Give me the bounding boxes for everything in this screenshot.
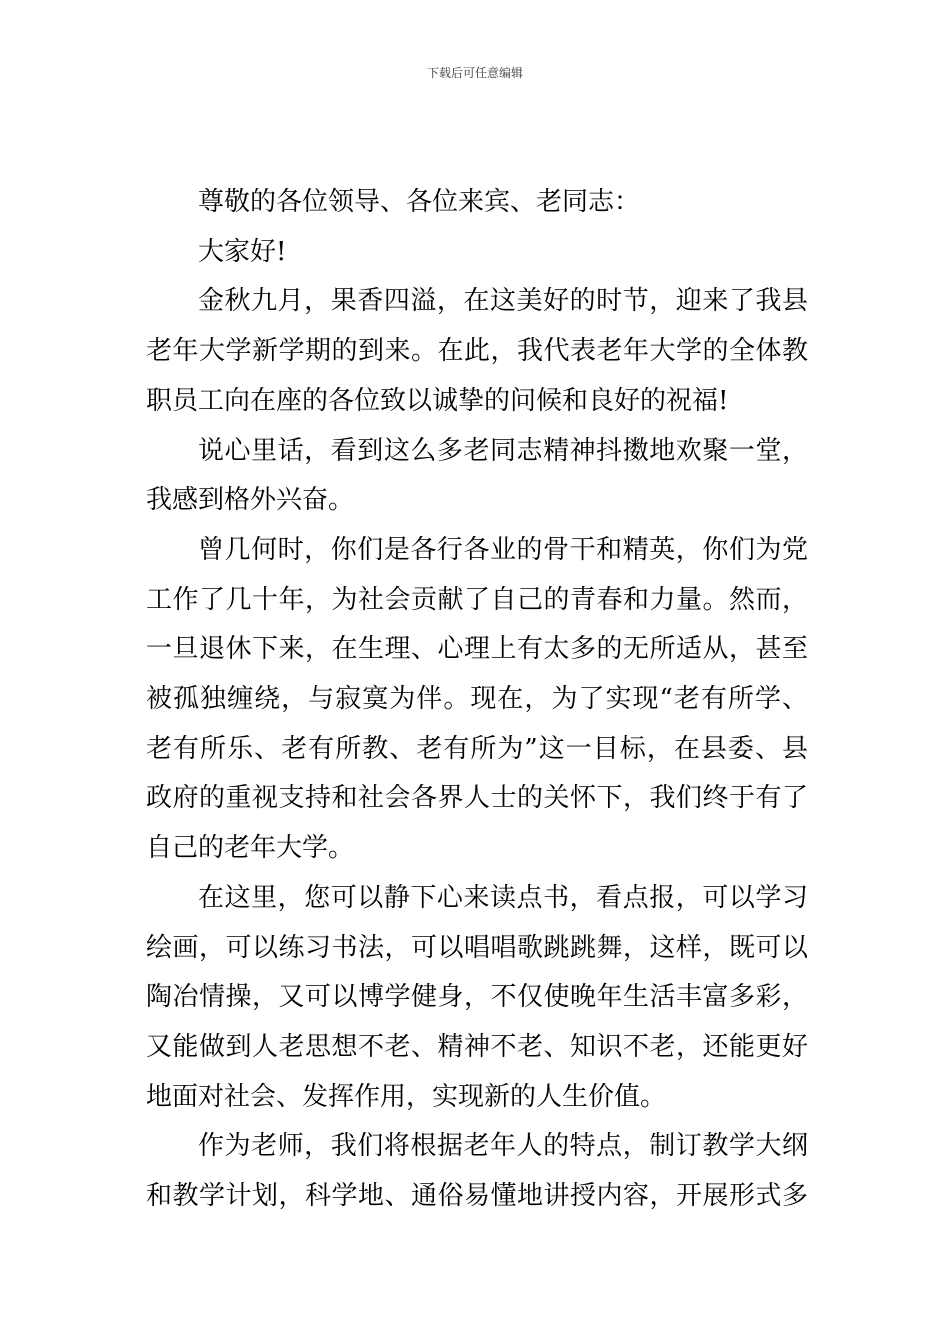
header-note: 下载后可任意编辑 bbox=[426, 66, 523, 80]
document-line: 陶冶情操，又可以博学健身，不仅使晚年生活丰富多彩， bbox=[146, 982, 808, 1013]
document-line: 一旦退休下来，在生理、心理上有太多的无所适从，甚至 bbox=[146, 634, 808, 665]
document-body bbox=[146, 178, 808, 1222]
document-line: 说心里话，看到这么多老同志精神抖擞地欢聚一堂， bbox=[198, 435, 808, 466]
document-line: 政府的重视支持和社会各界人士的关怀下，我们终于有了 bbox=[146, 783, 808, 814]
document-line: 金秋九月，果香四溢，在这美好的时节，迎来了我县 bbox=[198, 286, 808, 317]
document-line: 我感到格外兴奋。 bbox=[146, 485, 355, 516]
document-line: 老有所乐、老有所教、老有所为”这一目标，在县委、县 bbox=[146, 733, 808, 764]
document-line: 又能做到人老思想不老、精神不老、知识不老，还能更好 bbox=[146, 1031, 808, 1062]
document-line: 职员工向在座的各位致以诚挚的问候和良好的祝福! bbox=[146, 385, 729, 416]
document-line: 绘画，可以练习书法，可以唱唱歌跳跳舞，这样，既可以 bbox=[146, 932, 808, 963]
document-line: 作为老师，我们将根据老年人的特点，制订教学大纲 bbox=[198, 1131, 808, 1162]
document-line: 老年大学新学期的到来。在此，我代表老年大学的全体教 bbox=[146, 336, 808, 367]
document-line: 尊敬的各位领导、各位来宾、老同志： bbox=[198, 187, 641, 217]
document-line: 在这里，您可以静下心来读点书，看点报，可以学习 bbox=[198, 882, 808, 913]
document-line: 和教学计划，科学地、通俗易懂地讲授内容，开展形式多 bbox=[146, 1181, 808, 1212]
document-line: 曾几何时，你们是各行各业的骨干和精英，你们为党 bbox=[198, 534, 808, 565]
document-line: 大家好! bbox=[198, 236, 287, 267]
document-line: 自己的老年大学。 bbox=[146, 833, 355, 864]
document-line: 地面对社会、发挥作用，实现新的人生价值。 bbox=[146, 1081, 667, 1112]
document-line: 工作了几十年，为社会贡献了自己的青春和力量。然而， bbox=[146, 584, 808, 615]
document-line: 被孤独缠绕，与寂寞为伴。现在，为了实现“老有所学、 bbox=[146, 684, 808, 715]
